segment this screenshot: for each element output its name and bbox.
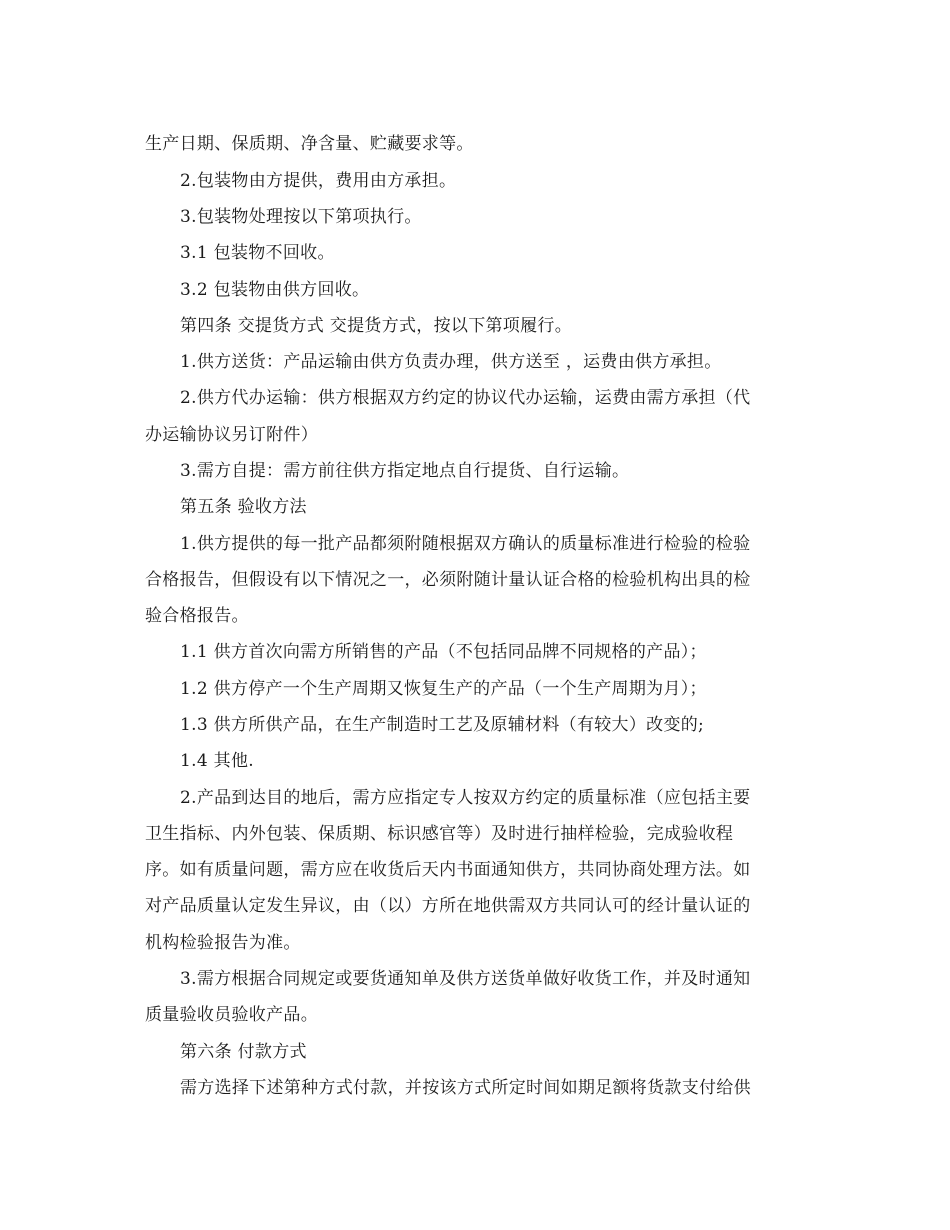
text-line: 2.供方代办运输：供方根据双方约定的协议代办运输，运费由需方承担（代 [180, 388, 751, 408]
text-line: 办运输协议另订附件） [145, 425, 318, 445]
text-line: 质量验收员验收产品。 [145, 1005, 318, 1025]
text-line: 合格报告，但假设有以下情况之一，必须附随计量认证合格的检验机构出具的检 [145, 570, 751, 590]
text-line: 3.2 包装物由供方回收。 [180, 280, 370, 300]
text-line: 1.4 其他. [180, 751, 254, 771]
section-heading: 第五条 验收方法 [180, 497, 307, 517]
text-line: 3.1 包装物不回收。 [180, 243, 335, 263]
text-line: 1.供方送货：产品运输由供方负责办理，供方送至 ，运费由供方承担。 [180, 352, 722, 372]
text-line: 机构检验报告为准。 [145, 933, 301, 953]
text-line: 1.1 供方首次向需方所销售的产品（不包括同品牌不同规格的产品）； [180, 642, 707, 662]
text-line: 3.需方根据合同规定或要货通知单及供方送货单做好收货工作，并及时通知 [180, 969, 751, 989]
text-line: 需方选择下述第种方式付款，并按该方式所定时间如期足额将货款支付给供 [180, 1078, 751, 1098]
section-heading: 第四条 交提货方式 交提货方式，按以下第项履行。 [180, 316, 573, 336]
text-line: 1.3 供方所供产品，在生产制造时工艺及原辅材料（有较大）改变的; [180, 715, 705, 735]
text-line: 生产日期、保质期、净含量、贮藏要求等。 [145, 134, 474, 154]
text-line: 3.需方自提：需方前往供方指定地点自行提货、自行运输。 [180, 461, 630, 481]
text-line: 2.产品到达目的地后，需方应指定专人按双方约定的质量标准（应包括主要 [180, 788, 751, 808]
text-line: 3.包装物处理按以下第项执行。 [180, 207, 422, 227]
text-line: 1.2 供方停产一个生产周期又恢复生产的产品（一个生产周期为月）； [180, 679, 707, 699]
text-line: 对产品质量认定发生异议，由（以）方所在地供需双方共同认可的经计量认证的 [145, 896, 751, 916]
text-line: 1.供方提供的每一批产品都须附随根据双方确认的质量标准进行检验的检验 [180, 534, 751, 554]
text-line: 序。如有质量问题，需方应在收货后天内书面通知供方，共同协商处理方法。如 [145, 860, 751, 880]
section-heading: 第六条 付款方式 [180, 1042, 307, 1062]
text-line: 2.包装物由方提供，费用由方承担。 [180, 171, 457, 191]
text-line: 验合格报告。 [145, 606, 249, 626]
text-line: 卫生指标、内外包装、保质期、标识感官等）及时进行抽样检验，完成验收程 [145, 824, 734, 844]
